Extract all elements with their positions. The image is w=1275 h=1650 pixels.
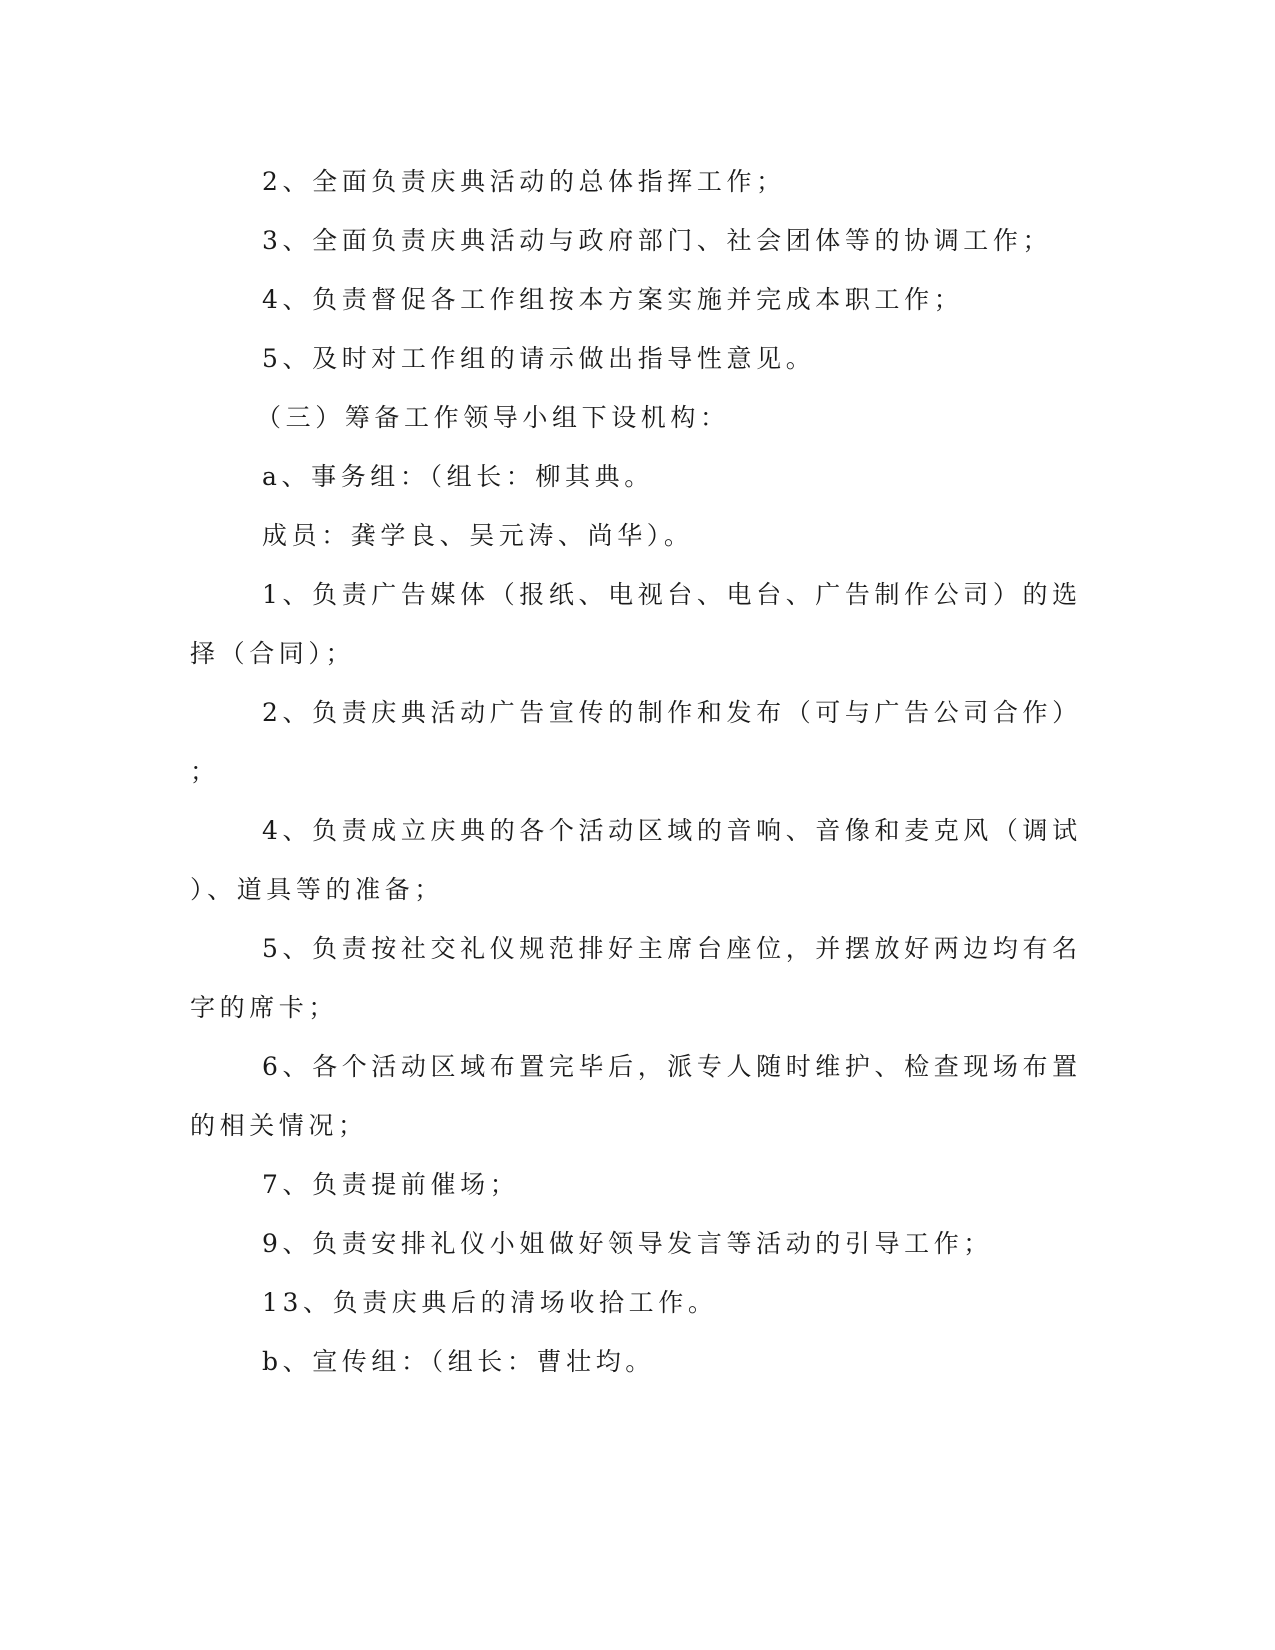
text-line: 13、负责庆典后的清场收拾工作。 [262,1288,718,1317]
text-line: ； [190,757,220,786]
text-line: 7、负责提前催场； [262,1170,520,1199]
text-line: 2、负责庆典活动广告宣传的制作和发布（可与广告公司合作） [262,698,1082,727]
text-line: 5、负责按社交礼仪规范排好主席台座位，并摆放好两边均有名 [262,934,1082,963]
text-line: 成员：龚学良、吴元涛、尚华）。 [262,521,694,550]
text-line: a、事务组：（组长：柳其典。 [262,462,654,491]
text-line: 9、负责安排礼仪小姐做好领导发言等活动的引导工作； [262,1229,993,1258]
text-line: 2、全面负责庆典活动的总体指挥工作； [262,167,786,196]
text-line: 4、负责督促各工作组按本方案实施并完成本职工作； [262,285,964,314]
text-line: ）、道具等的准备； [190,875,444,904]
text-line: 1、负责广告媒体（报纸、电视台、电台、广告制作公司）的选 [262,580,1082,609]
text-line: 字的席卡； [190,993,339,1022]
text-line: 择（合同）； [190,639,356,668]
text-line: 6、各个活动区域布置完毕后，派专人随时维护、检查现场布置 [262,1052,1082,1081]
text-line: 5、及时对工作组的请示做出指导性意见。 [262,344,816,373]
text-line: 3、全面负责庆典活动与政府部门、社会团体等的协调工作； [262,226,1053,255]
text-line: 的相关情况； [190,1111,368,1140]
text-line: 4、负责成立庆典的各个活动区域的音响、音像和麦克风（调试 [262,816,1082,845]
text-line: b、宣传组：（组长：曹壮均。 [262,1347,655,1376]
section-heading: （三）筹备工作领导小组下设机构： [256,403,730,432]
